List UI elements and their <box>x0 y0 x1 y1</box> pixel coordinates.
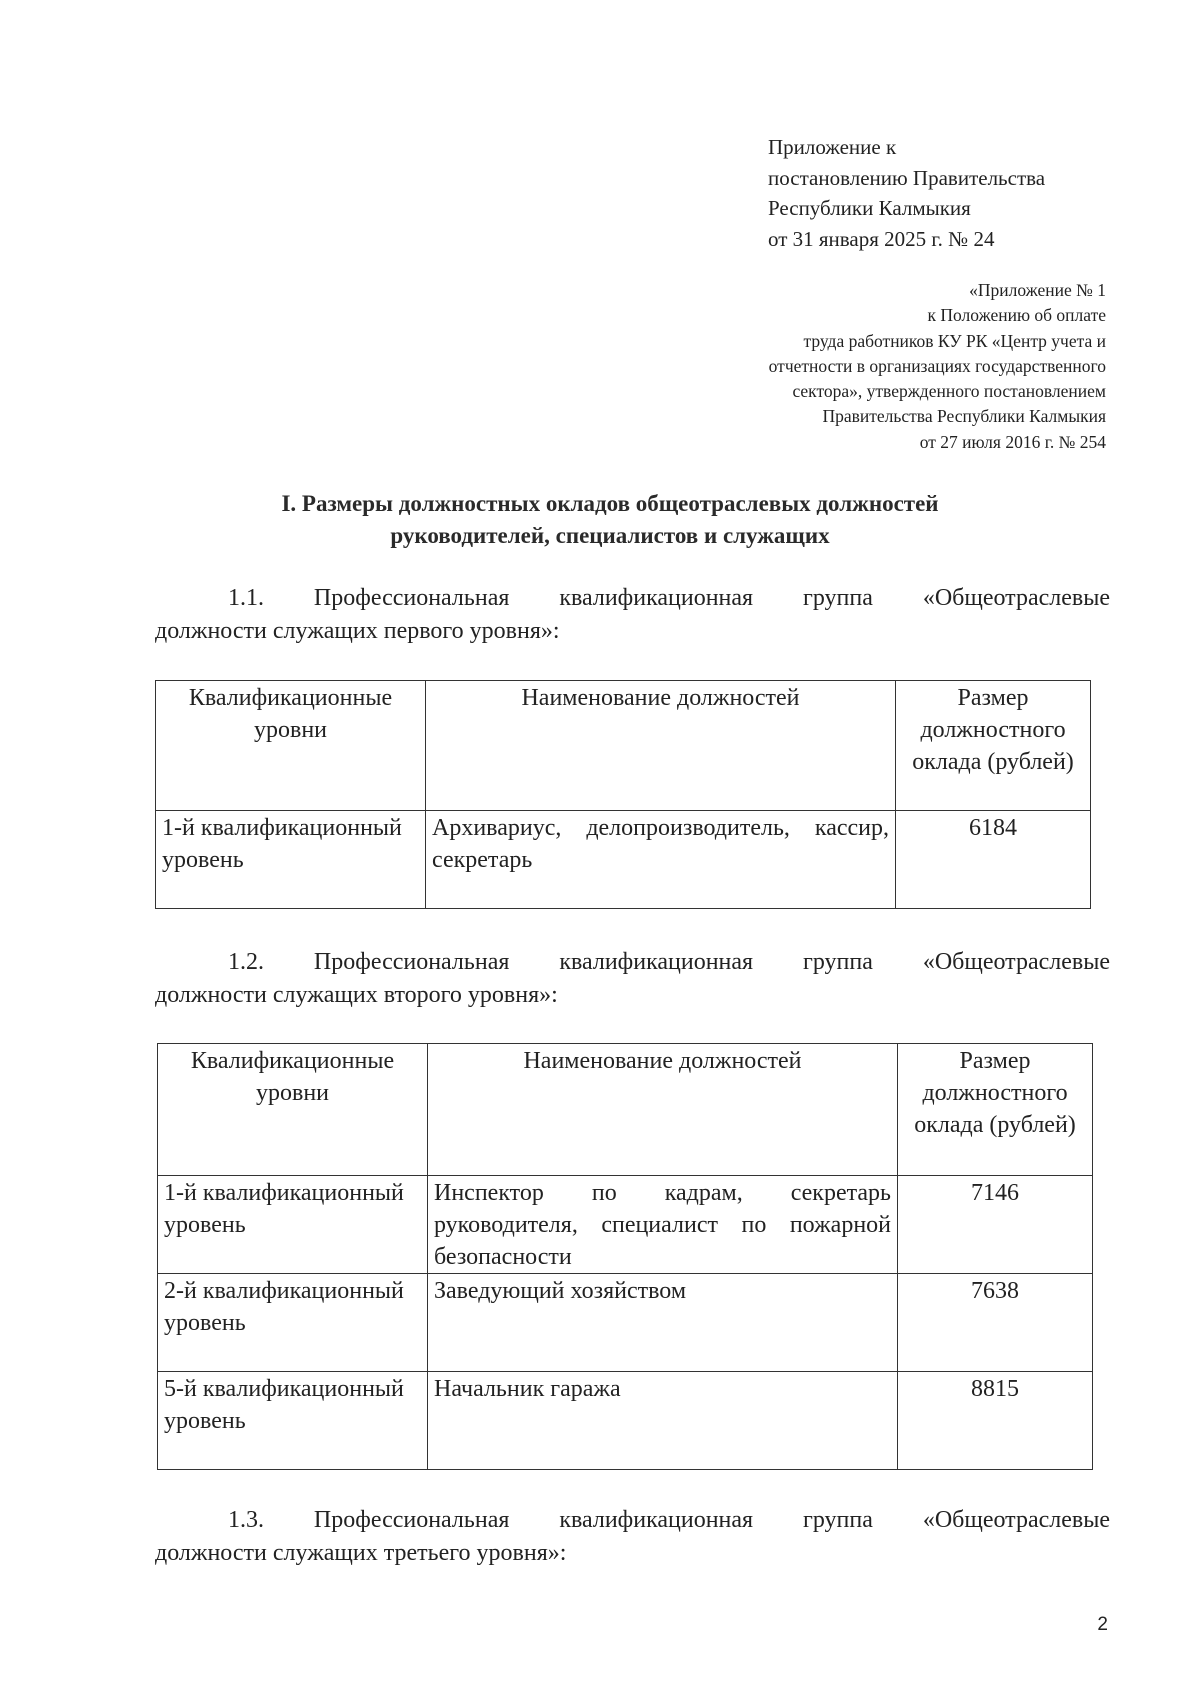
group-heading-line: 1.2. Профессиональная квалификационная группа «Общеотраслевые <box>228 949 1110 975</box>
original-attachment-line: «Приложение № 1 <box>969 280 1106 300</box>
group-heading <box>155 582 1110 648</box>
header-name: Наименование должностей <box>426 681 896 811</box>
table-header-row <box>158 1044 1093 1176</box>
cell-level: 1-й квалификационный уровень <box>158 1176 428 1274</box>
section-title-line: руководителей, специалистов и служащих <box>390 523 830 548</box>
table-header-row <box>156 681 1091 811</box>
cell-position: Заведующий хозяйством <box>428 1274 898 1372</box>
cell-salary: 8815 <box>898 1372 1093 1470</box>
header-salary: Размер должностного оклада (рублей) <box>898 1044 1093 1176</box>
attachment-line: постановлению Правительства <box>768 165 1046 190</box>
header-salary: Размер должностного оклада (рублей) <box>896 681 1091 811</box>
header-level: Квалификационные уровни <box>156 681 426 811</box>
group-heading-line: должности служащих третьего уровня»: <box>155 1540 567 1566</box>
attachment-block <box>768 132 1045 254</box>
original-attachment-line: к Положению об оплате <box>927 305 1106 326</box>
cell-salary: 7638 <box>898 1274 1093 1372</box>
cell-level: 5-й квалификационный уровень <box>158 1372 428 1470</box>
group-heading <box>155 946 1110 1012</box>
group-heading-line: 1.3. Профессиональная квалификационная группа «Общеотраслевые <box>228 1507 1110 1533</box>
original-attachment-line: труда работников КУ РК «Центр учета и <box>803 330 1106 351</box>
cell-level: 2-й квалификационный уровень <box>158 1274 428 1372</box>
original-attachment-block <box>769 278 1106 455</box>
salary-table-2 <box>157 1043 1093 1470</box>
header-name: Наименование должностей <box>428 1044 898 1176</box>
section-title-line: I. Размеры должностных окладов общеотраслевых должностей <box>281 491 939 516</box>
original-attachment-line: Правительства Республики Калмыкия <box>822 406 1106 427</box>
attachment-line: Приложение к <box>768 135 897 159</box>
cell-position: Архивариус, делопроизводитель, кассир, секретарь <box>426 811 896 909</box>
original-attachment-line: от 27 июля 2016 г. № 254 <box>919 431 1106 452</box>
original-attachment-line: отчетности в организациях государственного <box>768 355 1106 376</box>
attachment-line: от 31 января 2025 г. № 24 <box>768 226 995 251</box>
group-heading-line: должности служащих первого уровня»: <box>155 618 560 644</box>
table-row <box>158 1274 1093 1372</box>
group-heading-line: 1.1. Профессиональная квалификационная группа «Общеотраслевые <box>228 585 1110 611</box>
cell-position: Инспектор по кадрам, секретарь руководителя, специалист по пожарной безопасности <box>428 1176 898 1274</box>
cell-level: 1-й квалификационный уровень <box>156 811 426 909</box>
table-row <box>156 811 1091 909</box>
page-number: 2 <box>1097 1614 1108 1635</box>
section-title <box>160 488 1060 552</box>
table-row <box>158 1176 1093 1274</box>
cell-salary: 7146 <box>898 1176 1093 1274</box>
cell-salary: 6184 <box>896 811 1091 909</box>
attachment-line: Республики Калмыкия <box>768 196 971 220</box>
table-row <box>158 1372 1093 1470</box>
header-level: Квалификационные уровни <box>158 1044 428 1176</box>
group-heading <box>155 1504 1110 1570</box>
group-heading-line: должности служащих второго уровня»: <box>155 982 558 1008</box>
cell-position: Начальник гаража <box>428 1372 898 1470</box>
salary-table-1 <box>155 680 1091 909</box>
original-attachment-line: сектора», утвержденного постановлением <box>792 381 1106 402</box>
